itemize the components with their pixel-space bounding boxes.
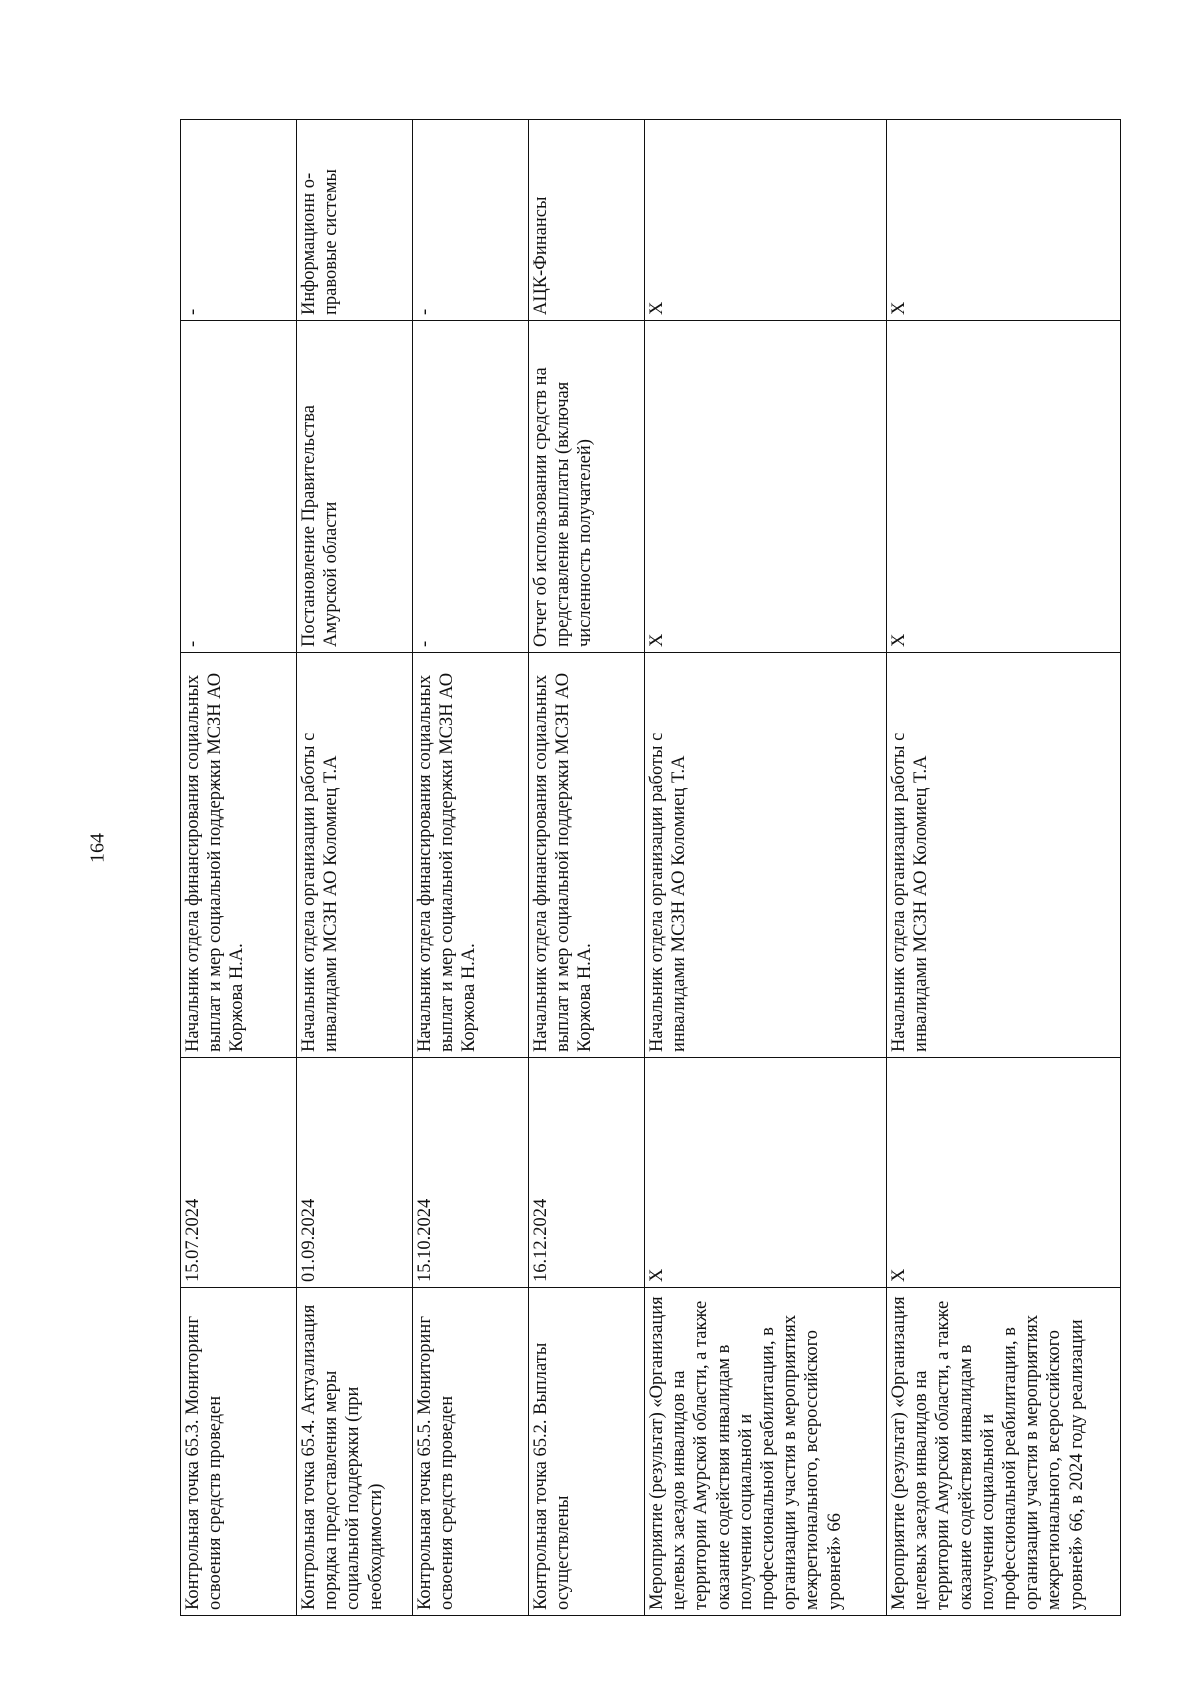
cell-system: - xyxy=(413,120,529,321)
cell-document: - xyxy=(413,321,529,653)
cell-responsible: Начальник отдела организации работы с инвалидами МСЗН АО Коломиец Т.А xyxy=(297,653,413,1058)
cell-name: Контрольная точка 65.5. Мониторинг освоения средств проведен xyxy=(413,1288,529,1616)
cell-system: Информационн о-правовые системы xyxy=(297,120,413,321)
table-row xyxy=(645,120,887,1616)
cell-name: Контрольная точка 65.4. Актуализация порядка предоставления меры социальной поддержки (при необходимости) xyxy=(297,1288,413,1616)
cell-system: - xyxy=(181,120,297,321)
cell-responsible: Начальник отдела финансирования социальных выплат и мер социальной поддержки МСЗН АО Коржова Н.А. xyxy=(181,653,297,1058)
page-number: 164 xyxy=(86,833,109,863)
cell-system: АЦК-Финансы xyxy=(529,120,645,321)
cell-name: Мероприятие (результат) «Организация целевых заездов инвалидов на территории Амурской области, а также оказание содействия инвалидам в получении социальной и профессиональной реабилитации, в организации участия в мероприятиях межрегионального, всероссийского уровней» 66, в 2024 году реализации xyxy=(887,1288,1121,1616)
cell-name: Контрольная точка 65.3. Мониторинг освоения средств проведен xyxy=(181,1288,297,1616)
cell-system: X xyxy=(645,120,887,321)
cell-date: 15.10.2024 xyxy=(413,1058,529,1288)
cell-responsible: Начальник отдела организации работы с инвалидами МСЗН АО Коломиец Т.А xyxy=(645,653,887,1058)
cell-date: 15.07.2024 xyxy=(181,1058,297,1288)
cell-date: 01.09.2024 xyxy=(297,1058,413,1288)
cell-document: Постановление Правительства Амурской области xyxy=(297,321,413,653)
table-row xyxy=(887,120,1121,1616)
cell-responsible: Начальник отдела финансирования социальных выплат и мер социальной поддержки МСЗН АО Коржова Н.А. xyxy=(529,653,645,1058)
cell-responsible: Начальник отдела финансирования социальных выплат и мер социальной поддержки МСЗН АО Коржова Н.А. xyxy=(413,653,529,1058)
rotated-table-wrapper xyxy=(180,120,1120,1616)
table-row xyxy=(529,120,645,1616)
table-row xyxy=(413,120,529,1616)
control-points-table xyxy=(180,119,1121,1616)
cell-document: - xyxy=(181,321,297,653)
cell-date: X xyxy=(887,1058,1121,1288)
cell-name: Контрольная точка 65.2. Выплаты осуществлены xyxy=(529,1288,645,1616)
cell-system: X xyxy=(887,120,1121,321)
table-row xyxy=(181,120,297,1616)
cell-document: X xyxy=(887,321,1121,653)
cell-document: X xyxy=(645,321,887,653)
cell-document: Отчет об использовании средств на представление выплаты (включая численность получателей) xyxy=(529,321,645,653)
cell-date: X xyxy=(645,1058,887,1288)
table-row xyxy=(297,120,413,1616)
cell-responsible: Начальник отдела организации работы с инвалидами МСЗН АО Коломиец Т.А xyxy=(887,653,1121,1058)
cell-date: 16.12.2024 xyxy=(529,1058,645,1288)
cell-name: Мероприятие (результат) «Организация целевых заездов инвалидов на территории Амурской области, а также оказание содействия инвалидам в получении социальной и профессиональной реабилитации, в организации участия в мероприятиях межрегионального, всероссийского уровней» 66 xyxy=(645,1288,887,1616)
